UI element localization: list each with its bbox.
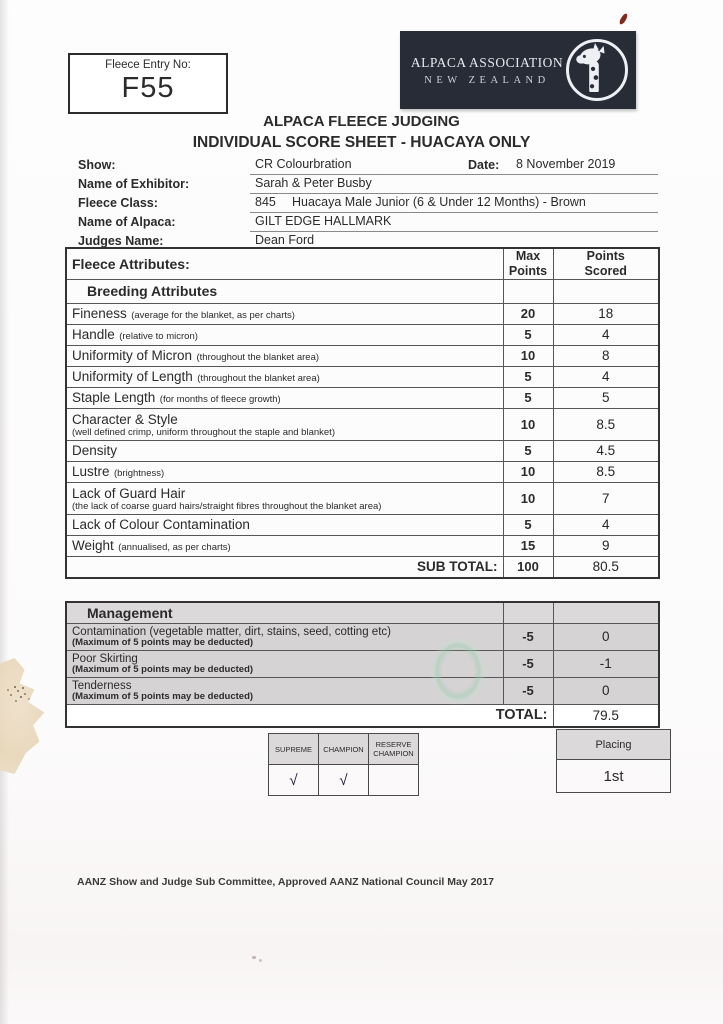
attribute-detail: (the lack of coarse guard hairs/straight fibres throughout the blanket area) (72, 500, 382, 512)
attribute-name: Handle (72, 326, 115, 342)
points-scored-value: 8.5 (553, 461, 659, 482)
supreme-checkmark: √ (269, 765, 319, 796)
page-title: ALPACA FLEECE JUDGING (263, 113, 460, 130)
table-row-fineness (66, 303, 659, 324)
attribute-name: Density (72, 442, 118, 458)
fleece-entry-box (68, 53, 228, 114)
attribute-name: Contamination (vegetable matter, dirt, stains, seed, cotting etc) (72, 625, 391, 638)
attribute-name: Lack of Colour Contamination (72, 516, 250, 532)
reserve-champion-checkmark (369, 765, 419, 796)
field-underline (250, 193, 658, 194)
field-row-class (0, 195, 723, 214)
table-row-colour-contamination (66, 514, 659, 535)
exhibitor-value: Sarah & Peter Busby (255, 176, 372, 190)
attribute-name: Poor Skirting (72, 652, 138, 665)
red-ink-speck (618, 13, 629, 26)
dust-speck (252, 956, 256, 959)
max-points-header: Max Points (503, 248, 553, 279)
attribute-detail: (Maximum of 5 points may be deducted) (72, 690, 254, 702)
score-table-header (66, 248, 659, 279)
attribute-detail: (throughout the blanket area) (196, 351, 320, 363)
scan-edge-shadow (0, 0, 9, 1024)
max-points-value: 5 (503, 440, 553, 461)
alpaca-name-value: GILT EDGE HALLMARK (255, 214, 392, 228)
fleece-entry-value: F55 (121, 72, 175, 104)
total-row (66, 704, 659, 727)
breeding-attributes-section (66, 279, 659, 303)
points-scored-value: 0 (553, 677, 659, 704)
date-value: 8 November 2019 (516, 157, 616, 171)
max-points-value: 5 (503, 366, 553, 387)
placing-label: Placing (557, 730, 670, 760)
points-scored-value: 0 (553, 623, 659, 650)
paper-stain-left (0, 658, 58, 774)
placing-value: 1st (603, 767, 624, 785)
points-scored-value: 8 (553, 345, 659, 366)
max-points-value: 10 (503, 408, 553, 440)
attribute-detail: (average for the blanket, as per charts) (131, 309, 295, 321)
paper-stain-green (427, 633, 489, 709)
field-underline (250, 231, 658, 232)
table-row-character-style (66, 408, 659, 440)
judge-name-value: Dean Ford (255, 233, 315, 247)
table-row-uniformity-micron (66, 345, 659, 366)
section-title: Management (66, 602, 503, 623)
points-scored-value: -1 (553, 650, 659, 677)
attribute-name: Lustre (72, 463, 110, 479)
points-scored-header: Points Scored (553, 248, 659, 279)
attribute-name: Character & Style (72, 411, 178, 427)
date-label: Date: (468, 158, 500, 172)
field-row-exhibitor (0, 176, 723, 195)
score-table (65, 247, 660, 579)
attribute-name: Uniformity of Length (72, 368, 193, 384)
champion-checkmark: √ (319, 765, 369, 796)
max-points-value: 5 (503, 514, 553, 535)
points-scored-value: 4 (553, 514, 659, 535)
max-points-value: 5 (503, 324, 553, 345)
alpaca-icon (566, 39, 628, 101)
attribute-detail: (brightness) (113, 467, 165, 479)
subtotal-scored: 80.5 (553, 556, 659, 578)
field-row-show (0, 157, 723, 176)
points-scored-value: 4.5 (553, 440, 659, 461)
attribute-name: Uniformity of Micron (72, 347, 193, 363)
max-points-value: 10 (503, 482, 553, 514)
attribute-detail: (Maximum of 5 points may be deducted) (72, 636, 254, 648)
points-scored-value: 7 (553, 482, 659, 514)
points-scored-value: 9 (553, 535, 659, 556)
max-points-value: -5 (503, 623, 553, 650)
show-label: Show: (78, 158, 116, 172)
max-points-value: -5 (503, 650, 553, 677)
points-scored-value: 18 (553, 303, 659, 324)
table-row-poor-skirting (66, 650, 659, 677)
fleece-entry-label: Fleece Entry No: (105, 59, 191, 71)
management-table (65, 601, 660, 728)
attribute-name: Lack of Guard Hair (72, 485, 186, 501)
page-subtitle: INDIVIDUAL SCORE SHEET - HUACAYA ONLY (192, 134, 531, 151)
points-scored-value: 4 (553, 366, 659, 387)
attribute-detail: (relative to micron) (119, 330, 198, 342)
table-row-contamination (66, 623, 659, 650)
points-scored-value: 5 (553, 387, 659, 408)
field-row-alpaca (0, 214, 723, 233)
alpaca-name-label: Name of Alpaca: (78, 215, 176, 229)
fleece-attributes-header: Fleece Attributes: (66, 248, 503, 279)
attribute-detail: (annualised, as per charts) (118, 541, 231, 553)
max-points-value: 5 (503, 387, 553, 408)
attribute-detail: (well defined crimp, uniform throughout the staple and blanket) (72, 426, 335, 438)
awards-check-row (269, 765, 419, 796)
table-row-staple-length (66, 387, 659, 408)
section-title: Breeding Attributes (66, 279, 503, 303)
awards-table (268, 733, 419, 796)
points-scored-value: 4 (553, 324, 659, 345)
attribute-detail: (Maximum of 5 points may be deducted) (72, 663, 254, 675)
placing-box (556, 729, 671, 793)
show-value: CR Colourbration (255, 157, 352, 171)
subtotal-label: SUB TOTAL: (66, 556, 503, 578)
max-points-value: -5 (503, 677, 553, 704)
attribute-name: Tenderness (72, 679, 132, 692)
total-label: TOTAL: (66, 704, 553, 727)
management-section (66, 602, 659, 623)
logo-line1: ALPACA ASSOCIATION (410, 54, 564, 70)
judge-name-label: Judges Name: (78, 234, 164, 248)
exhibitor-label: Name of Exhibitor: (78, 177, 190, 191)
aanz-logo-text (408, 55, 566, 86)
aanz-logo (400, 31, 636, 109)
table-row-guard-hair (66, 482, 659, 514)
attribute-name: Fineness (72, 305, 127, 321)
attribute-detail: (for months of fleece growth) (159, 393, 281, 405)
awards-header-row (269, 734, 419, 765)
table-row-handle (66, 324, 659, 345)
total-scored: 79.5 (553, 704, 659, 727)
table-row-lustre (66, 461, 659, 482)
field-underline (250, 212, 658, 213)
attribute-detail: (throughout the blanket area) (197, 372, 320, 384)
table-row-density (66, 440, 659, 461)
supreme-header: SUPREME (269, 734, 319, 765)
max-points-value: 10 (503, 345, 553, 366)
fleece-class-label: Fleece Class: (78, 196, 158, 210)
dust-speck (259, 959, 262, 962)
attribute-name: Staple Length (72, 389, 156, 405)
points-scored-value: 8.5 (553, 408, 659, 440)
footer-note: AANZ Show and Judge Sub Committee, Approved AANZ National Council May 2017 (77, 876, 494, 888)
logo-line2: NEW ZEALAND (424, 74, 550, 86)
table-row-uniformity-length (66, 366, 659, 387)
fleece-class-number: 845 (255, 195, 276, 209)
field-underline (250, 174, 658, 175)
table-row-tenderness (66, 677, 659, 704)
subtotal-max: 100 (503, 556, 553, 578)
subtotal-row (66, 556, 659, 578)
attribute-name: Weight (72, 537, 114, 553)
table-row-weight (66, 535, 659, 556)
champion-header: CHAMPION (319, 734, 369, 765)
fleece-class-value: Huacaya Male Junior (6 & Under 12 Months) - Brown (292, 195, 586, 209)
max-points-value: 15 (503, 535, 553, 556)
reserve-champion-header: RESERVE CHAMPION (369, 734, 419, 765)
max-points-value: 10 (503, 461, 553, 482)
max-points-value: 20 (503, 303, 553, 324)
